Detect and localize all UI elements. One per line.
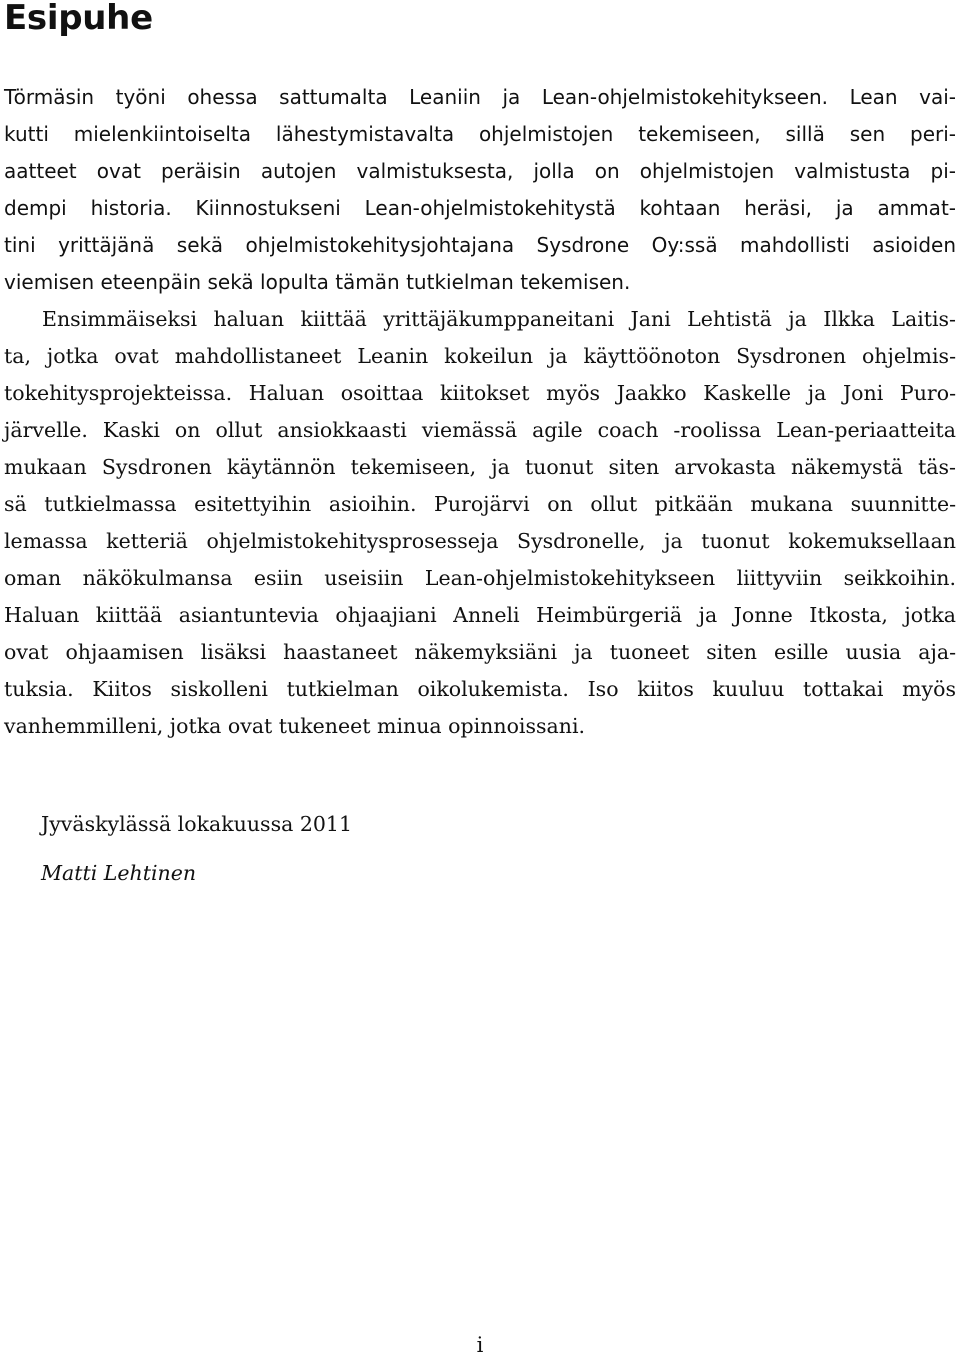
paragraph-line: viemisen eteenpäin sekä lopulta tämän tutkielman tekemisen. xyxy=(4,270,631,294)
paragraph-line: tokehitysprojekteissa. Haluan osoittaa kiitokset myös Jaakko Kaskelle ja Joni Puro- xyxy=(4,381,956,405)
paragraph-line: aatteet ovat peräisin autojen valmistuksesta, jolla on ohjelmistojen valmistusta pi- xyxy=(4,159,956,183)
paragraph-line: Haluan kiittää asiantuntevia ohjaajiani Anneli Heimbürgeriä ja Jonne Itkosta, jotka xyxy=(4,603,956,627)
paragraph-line: kutti mielenkiintoiselta lähestymistavalta ohjelmistojen tekemiseen, sillä sen peri- xyxy=(4,122,956,146)
paragraph-line: Ensimmäiseksi haluan kiittää yrittäjäkumppaneitani Jani Lehtistä ja Ilkka Laitis- xyxy=(42,307,956,331)
preface-body xyxy=(4,79,956,745)
paragraph-line: sä tutkielmassa esitettyihin asioihin. Purojärvi on ollut pitkään mukana suunnitte- xyxy=(4,492,956,516)
page-number: i xyxy=(476,1333,484,1357)
paragraph-line: dempi historia. Kiinnostukseni Lean-ohjelmistokehitystä kohtaan heräsi, ja ammat- xyxy=(4,196,956,220)
place-date: Jyväskylässä lokakuussa 2011 xyxy=(41,812,353,836)
paragraph-line: ta, jotka ovat mahdollistaneet Leanin kokeilun ja käyttöönoton Sysdronen ohjelmis- xyxy=(4,344,956,368)
paragraph-line: tini yrittäjänä sekä ohjelmistokehitysjohtajana Sysdrone Oy:ssä mahdollisti asioiden xyxy=(4,233,956,257)
paragraph-line: mukaan Sysdronen käytännön tekemiseen, ja tuonut siten arvokasta näkemystä täs- xyxy=(4,455,956,479)
signature: Matti Lehtinen xyxy=(41,861,197,885)
page-title: Esipuhe xyxy=(4,0,153,38)
paragraph-line: vanhemmilleni, jotka ovat tukeneet minua opinnoissani. xyxy=(4,714,586,738)
paragraph-line: järvelle. Kaski on ollut ansiokkaasti viemässä agile coach -roolissa Lean-periaatteita xyxy=(4,418,956,442)
paragraph-line: ovat ohjaamisen lisäksi haastaneet näkemyksiäni ja tuoneet siten esille uusia aja- xyxy=(4,640,956,664)
paragraph-line: oman näkökulmansa esiin useisiin Lean-ohjelmistokehitykseen liittyviin seikkoihin. xyxy=(4,566,956,590)
paragraph-line: Törmäsin työni ohessa sattumalta Leaniin ja Lean-ohjelmistokehitykseen. Lean vai- xyxy=(4,85,956,109)
paragraph-line: lemassa ketteriä ohjelmistokehitysprosesseja Sysdronelle, ja tuonut kokemuksellaan xyxy=(4,529,956,553)
paragraph-line: tuksia. Kiitos siskolleni tutkielman oikolukemista. Iso kiitos kuuluu tottakai myös xyxy=(4,677,956,701)
